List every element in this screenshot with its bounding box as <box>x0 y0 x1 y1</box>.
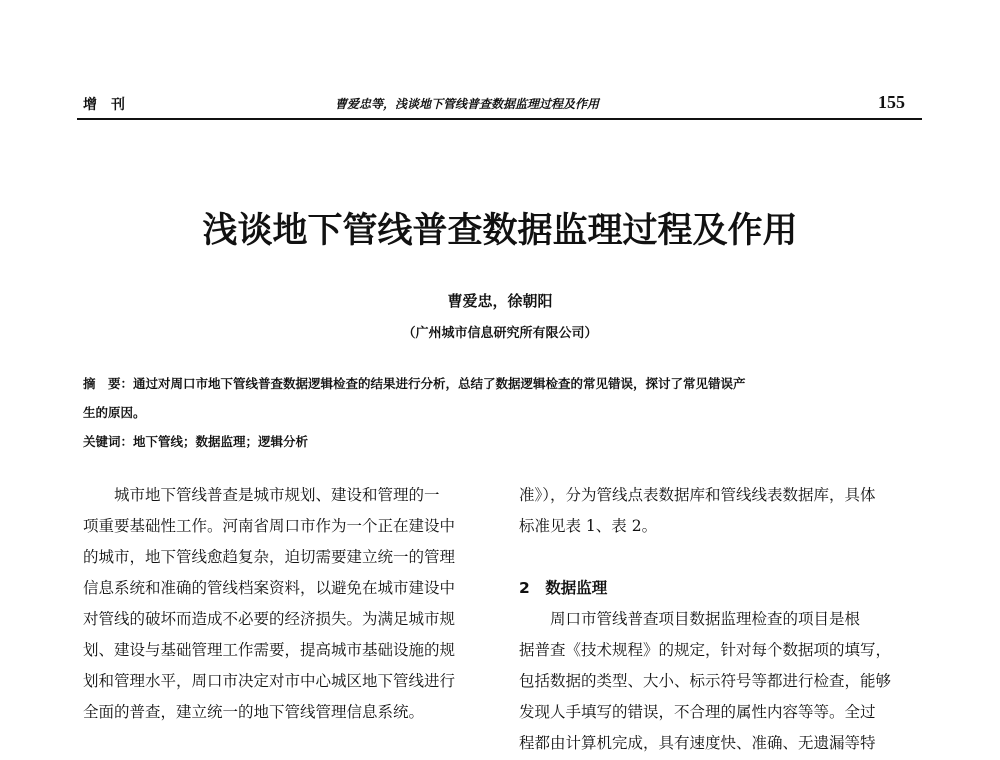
abstract-line: 摘 要：通过对周口市地下管线普查数据逻辑检查的结果进行分析，总结了数据逻辑检查的常见错误，探讨了常见错误产 <box>83 376 746 391</box>
body-line: 标准见表 1、表 2。 <box>519 517 658 535</box>
body-line: 对管线的破坏而造成不必要的经济损失。为满足城市规 <box>83 610 456 628</box>
body-line: 城市地下管线普查是城市规划、建设和管理的一 <box>83 486 440 504</box>
authors: 曹爱忠，徐朝阳 <box>447 292 553 310</box>
header-rule <box>77 118 922 120</box>
blank-line <box>519 542 891 573</box>
right-column <box>519 480 891 759</box>
section-heading: 2 数据监理 <box>519 579 608 597</box>
body-line: 包括数据的类型、大小、标示符号等都进行检查，能够 <box>519 672 892 690</box>
body-line: 全面的普查，建立统一的地下管线管理信息系统。 <box>83 703 425 721</box>
body-line: 的城市，地下管线愈趋复杂，迫切需要建立统一的管理 <box>83 548 456 566</box>
running-header-title: 曹爱忠等，浅谈地下管线普查数据监理过程及作用 <box>335 97 600 111</box>
left-column <box>83 480 455 728</box>
body-line: 信息系统和准确的管线档案资料，以避免在城市建设中 <box>83 579 456 597</box>
page-number: 155 <box>878 92 905 112</box>
body-line: 周口市管线普查项目数据监理检查的项目是根 <box>519 610 861 628</box>
body-line: 项重要基础性工作。河南省周口市作为一个正在建设中 <box>83 517 456 535</box>
paper-title: 浅谈地下管线普查数据监理过程及作用 <box>202 210 798 251</box>
abstract-line: 生的原因。 <box>83 405 146 420</box>
body-line: 划、建设与基础管理工作需要，提高城市基础设施的规 <box>83 641 456 659</box>
body-line: 准》），分为管线点表数据库和管线线表数据库，具体 <box>519 486 876 504</box>
affiliation: （广州城市信息研究所有限公司） <box>402 326 598 341</box>
running-header-left: 增刊 <box>83 97 139 113</box>
body-line: 划和管理水平，周口市决定对市中心城区地下管线进行 <box>83 672 456 690</box>
body-line: 据普查《技术规程》的规定，针对每个数据项的填写， <box>519 641 892 659</box>
body-line: 发现人手填写的错误，不合理的属性内容等等。全过 <box>519 703 876 721</box>
keywords: 关键词：地下管线；数据监理；逻辑分析 <box>83 434 309 449</box>
body-line: 程都由计算机完成，具有速度快、准确、无遗漏等特 <box>519 734 876 752</box>
